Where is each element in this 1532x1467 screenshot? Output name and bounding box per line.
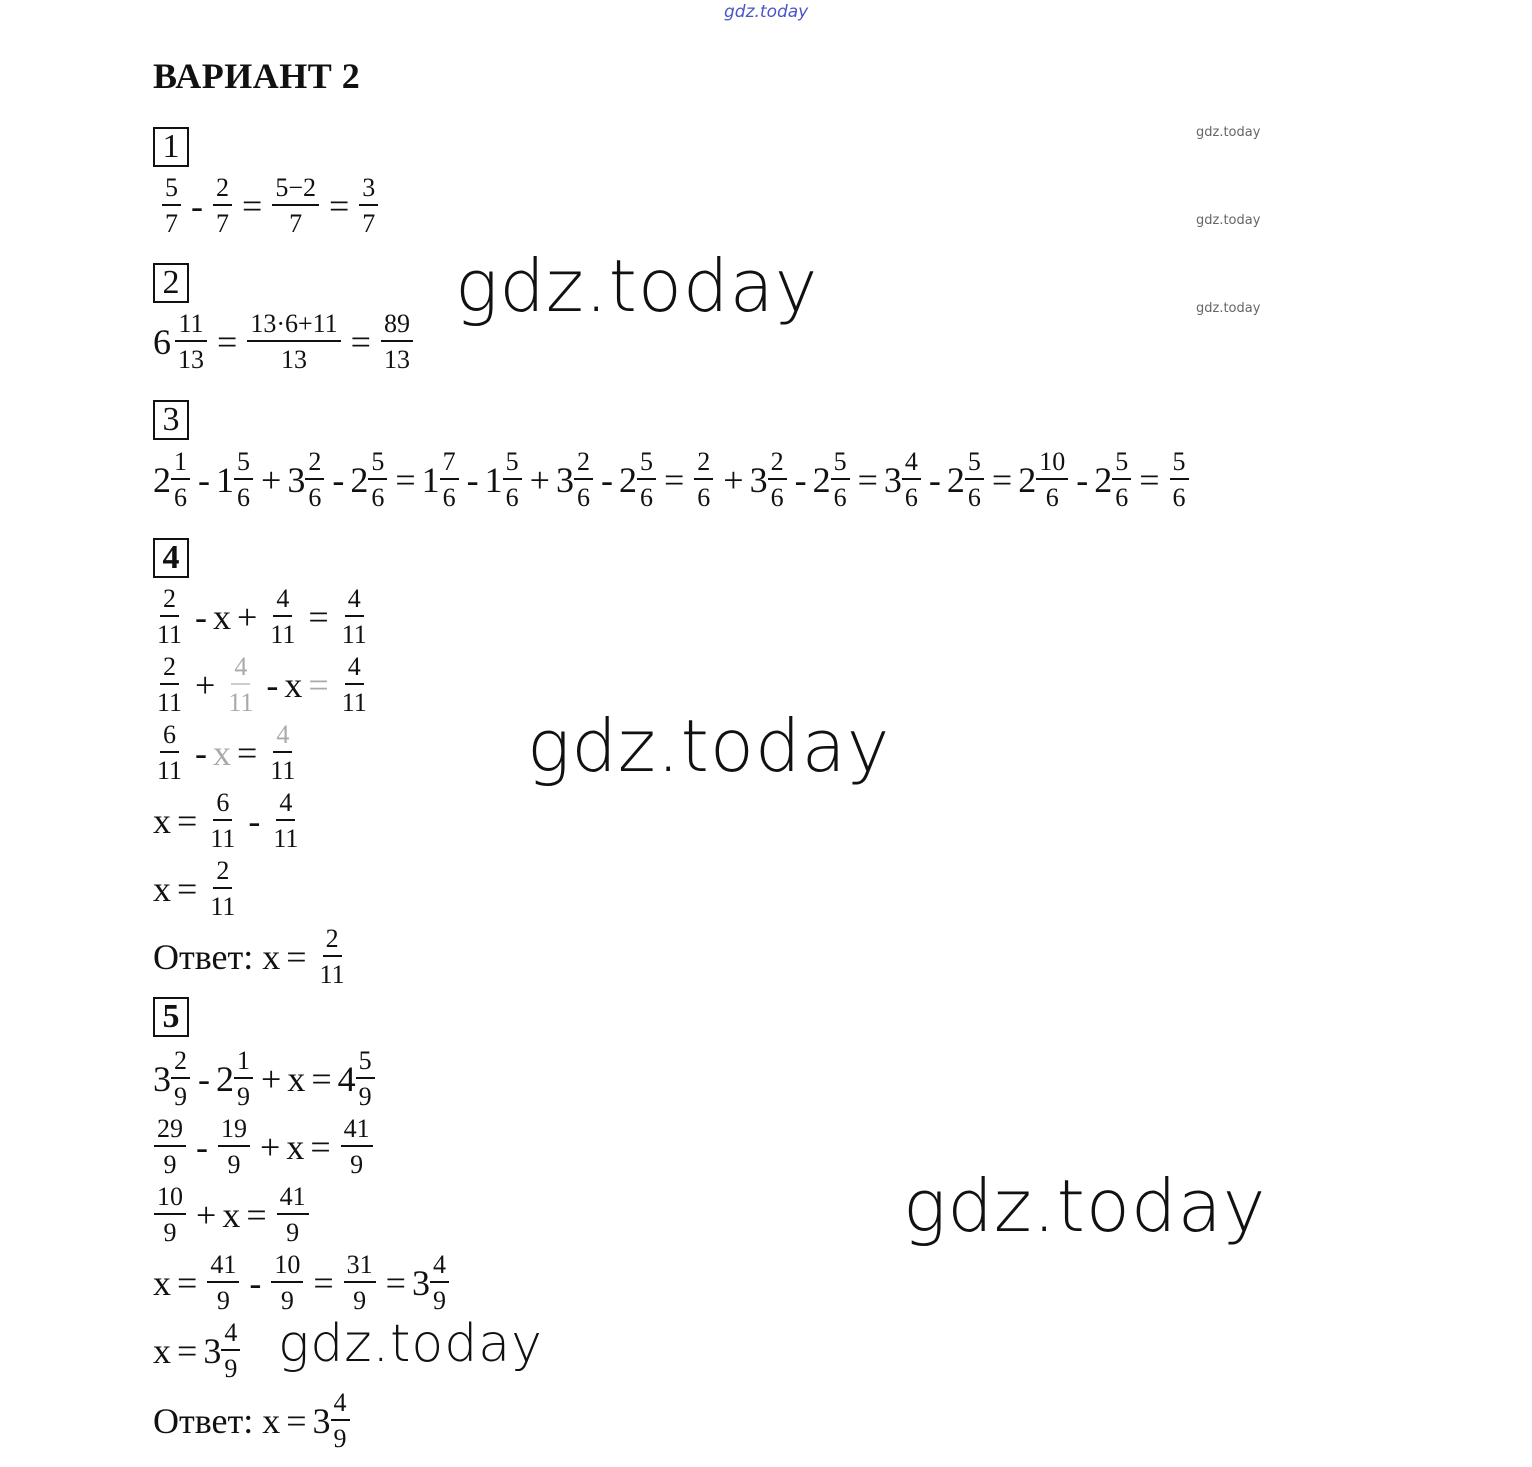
task-number-box: 4 bbox=[153, 538, 189, 578]
fraction: $\frac{5-2}{7}$ bbox=[272, 174, 319, 238]
task-number-box: 5 bbox=[153, 997, 189, 1037]
task-4-line-4: x = $\frac{6}{11}$ - 4 11 bbox=[153, 788, 299, 854]
task-number-box: 1 bbox=[153, 127, 189, 167]
task-5-line-2: 29 9 - 19 9 + x = $\frac{41}{9}$ bbox=[150, 1115, 377, 1179]
task-3-equation: 2 1 6 - 1 5 6 + 3 2 6 - 2 $\frac{5}{6}$ = 1 7 6 - 1 5 6 + 3 2 6 - 2 $\frac{5}{6}$ = $\frac{2}{6}$ + 3 2 6 - 2 $\frac{5}{6}$ = 3 4 6 - 2 $\frac{5}{6}$ = 2 10 6 - 2 $\frac{5}{6}$ = $\frac{5}{6}$ bbox=[153, 448, 1193, 512]
task-2-equation: 6 $\frac{11}{13}$ = $\frac{13\cdot 6+11}{13}$ = $\frac{89}{13}$ bbox=[153, 310, 417, 374]
task-4-line-1: 2 11 - x + $\frac{4}{11}$ = $\frac{4}{11}$ bbox=[157, 584, 367, 650]
task-5-answer: Ответ: x = 3 4 9 bbox=[153, 1389, 352, 1453]
task-5-line-5: x = 3 4 9 bbox=[153, 1319, 242, 1383]
task-5-line-3: 10 9 + x = $\frac{41}{9}$ bbox=[150, 1183, 313, 1247]
fraction: $\frac{3}{7}$ bbox=[359, 174, 378, 238]
task-number-box: 3 bbox=[153, 400, 189, 440]
watermark-small: gdz.today bbox=[1196, 125, 1261, 140]
fraction: 5 7 bbox=[162, 174, 181, 238]
task-5-line-1: 3 2 9 - 2 1 9 + x = 4 5 9 bbox=[153, 1047, 377, 1111]
task-1-equation: 5 7 - $\frac{2}{7}$ = $\frac{5-2}{7}$ = $\frac{3}{7}$ bbox=[158, 174, 382, 238]
fraction: $\frac{89}{13}$ bbox=[381, 310, 413, 374]
fraction: $\frac{13\cdot 6+11}{13}$ bbox=[247, 310, 340, 374]
watermark-large: gdz.today bbox=[527, 704, 891, 788]
task-number-box: 2 bbox=[153, 263, 189, 303]
task-4-line-3: 6 11 - x = $\frac{4}{11}$ bbox=[157, 720, 296, 786]
watermark-large: gdz.today bbox=[903, 1164, 1267, 1248]
task-4-answer: Ответ: x = $\frac{2}{11}$ bbox=[153, 924, 345, 990]
fraction: $\frac{11}{13}$ bbox=[175, 310, 207, 374]
task-5-line-4: x = $\frac{41}{9}$ - $\frac{10}{9}$ = $\frac{31}{9}$ = 3 4 9 bbox=[153, 1251, 451, 1315]
watermark-top: gdz.today bbox=[724, 2, 809, 22]
watermark-small: gdz.today bbox=[1196, 301, 1261, 316]
task-4-line-2: 2 11 + $\frac{4}{11}$ - x = $\frac{4}{11}$ bbox=[157, 652, 367, 718]
watermark-large: gdz.today bbox=[455, 244, 819, 328]
fraction: $\frac{2}{7}$ bbox=[213, 174, 232, 238]
task-4-line-5: x = $\frac{2}{11}$ bbox=[153, 856, 236, 922]
watermark-small: gdz.today bbox=[1196, 213, 1261, 228]
watermark-large: gdz.today bbox=[278, 1314, 543, 1374]
variant-title: ВАРИАНТ 2 bbox=[153, 56, 361, 96]
